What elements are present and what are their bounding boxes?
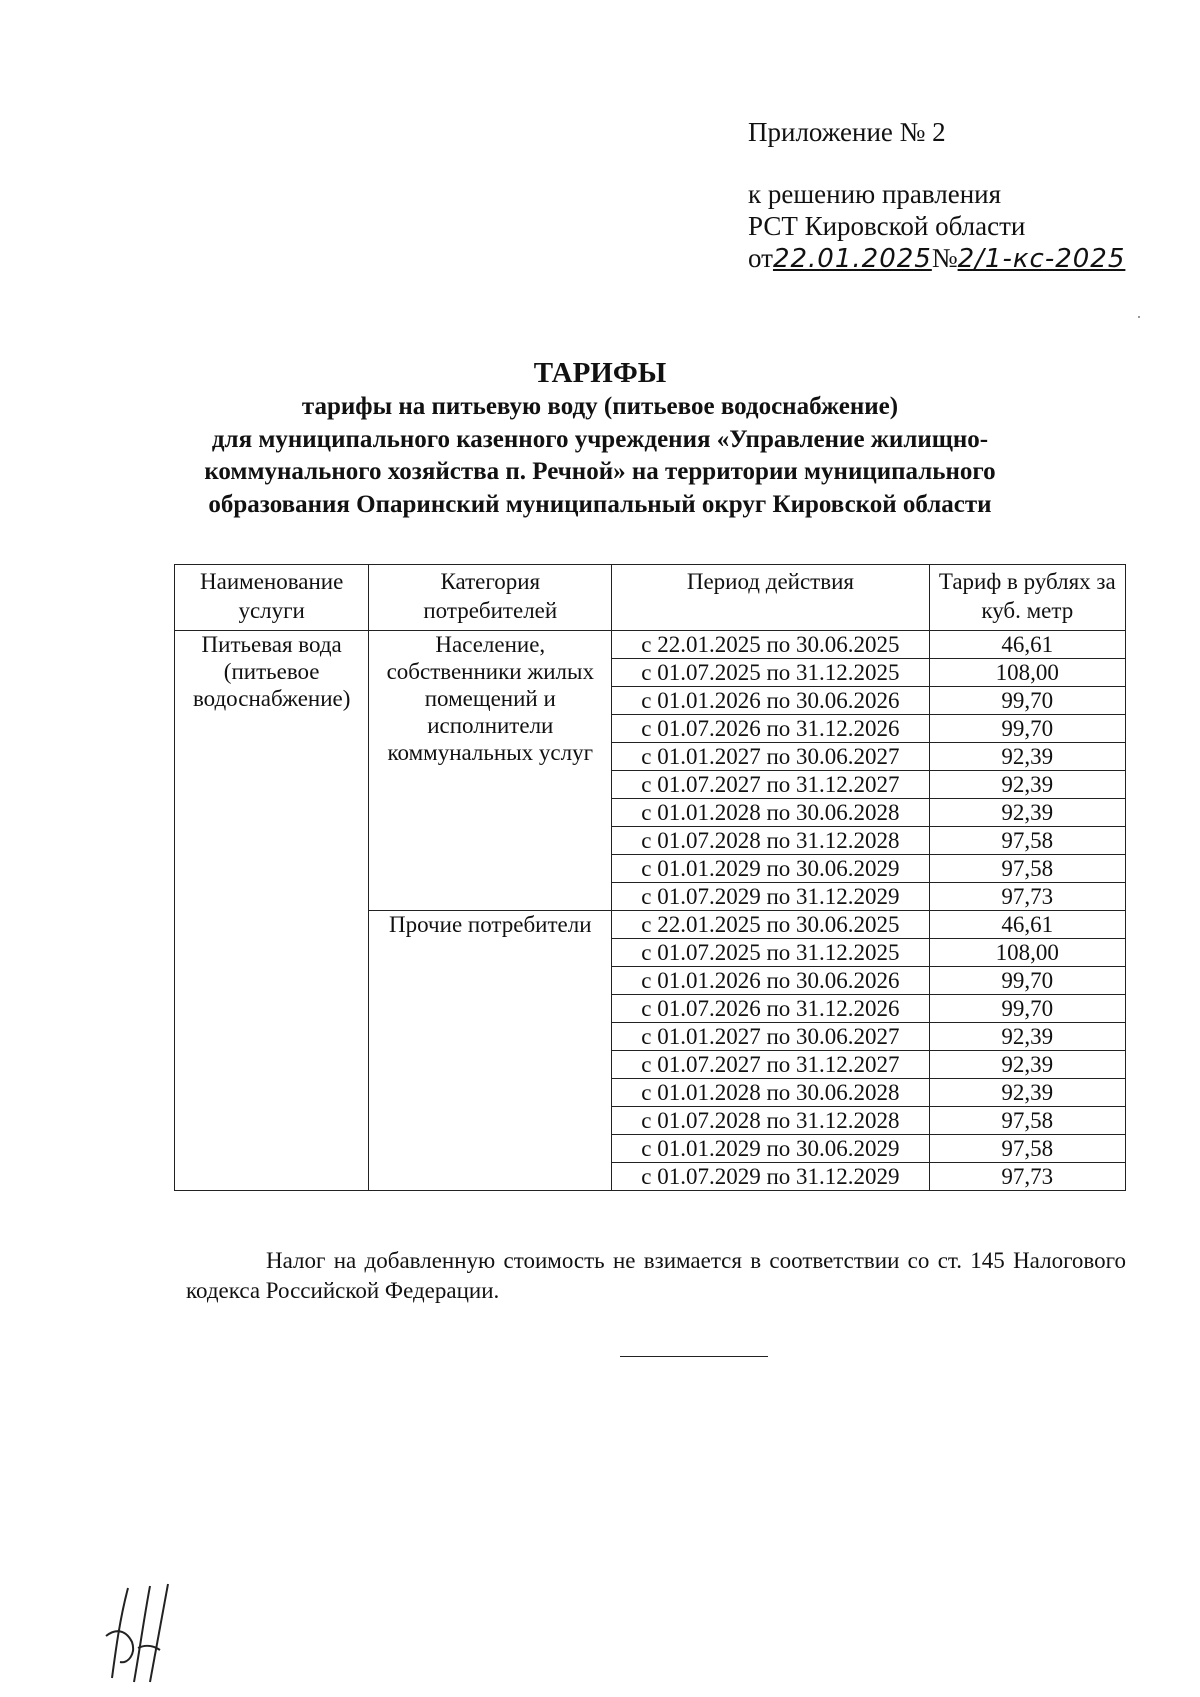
tariff-cell: 46,61 — [929, 911, 1125, 939]
period-cell: с 01.01.2028 по 30.06.2028 — [612, 1079, 929, 1107]
table-header-row — [175, 565, 1126, 631]
tariff-cell: 99,70 — [929, 967, 1125, 995]
tariff-cell: 97,58 — [929, 1107, 1125, 1135]
handwritten-signature — [98, 1578, 188, 1688]
header-service: Наименование услуги — [175, 565, 369, 631]
subtitle-line-4: образования Опаринский муниципальный округ Кировской области — [208, 490, 992, 518]
tariff-cell: 92,39 — [929, 1051, 1125, 1079]
handwritten-date: 22.01.2025 — [772, 244, 932, 274]
attachment-header — [748, 116, 1125, 275]
service-cell: Питьевая вода (питьевое водоснабжение) — [175, 631, 369, 1191]
period-cell: с 01.01.2029 по 30.06.2029 — [612, 855, 929, 883]
date-prefix: от — [748, 243, 773, 273]
authority-line: РСТ Кировской области — [748, 211, 1026, 241]
subtitle-line-1: тарифы на питьевую воду (питьевое водоснабжение) — [301, 393, 899, 420]
tariff-cell: 46,61 — [929, 631, 1125, 659]
period-cell: с 01.07.2029 по 31.12.2029 — [612, 883, 929, 911]
tariff-cell: 99,70 — [929, 995, 1125, 1023]
tariff-cell: 108,00 — [929, 939, 1125, 967]
period-cell: с 01.07.2025 по 31.12.2025 — [612, 939, 929, 967]
subtitle-line-3: коммунального хозяйства п. Речной» на территории муниципального — [204, 458, 996, 485]
tariff-cell: 97,73 — [929, 1163, 1125, 1191]
tariff-cell: 108,00 — [929, 659, 1125, 687]
category-cell: Прочие потребители — [369, 911, 612, 1191]
period-cell: с 01.07.2026 по 31.12.2026 — [612, 995, 929, 1023]
header-period: Период действия — [612, 565, 929, 631]
table-row — [175, 631, 1126, 659]
period-cell: с 01.07.2026 по 31.12.2026 — [612, 715, 929, 743]
tariff-cell: 97,58 — [929, 855, 1125, 883]
period-cell: с 01.01.2026 по 30.06.2026 — [612, 967, 929, 995]
period-cell: с 01.01.2027 по 30.06.2027 — [612, 743, 929, 771]
period-cell: с 01.01.2029 по 30.06.2029 — [612, 1135, 929, 1163]
period-cell: с 22.01.2025 по 30.06.2025 — [612, 631, 929, 659]
tariff-cell: 99,70 — [929, 687, 1125, 715]
decision-line: к решению правления — [748, 179, 1002, 209]
period-cell: с 22.01.2025 по 30.06.2025 — [612, 911, 929, 939]
tariff-cell: 99,70 — [929, 715, 1125, 743]
tariff-cell: 92,39 — [929, 1023, 1125, 1051]
number-prefix: № — [931, 243, 958, 273]
subtitle-line-2: для муниципального казенного учреждения «Управление жилищно- — [211, 425, 989, 453]
vat-note-text: Налог на добавленную стоимость не взимается в соответствии со ст. 145 Налогового кодекса Российской Федерации. — [186, 1248, 1126, 1303]
closing-rule — [620, 1356, 768, 1357]
period-cell: с 01.07.2025 по 31.12.2025 — [612, 659, 929, 687]
period-cell: с 01.07.2029 по 31.12.2029 — [612, 1163, 929, 1191]
category-cell: Население, собственники жилых помещений и исполнители коммунальных услуг — [369, 631, 612, 911]
tariff-cell: 92,39 — [929, 743, 1125, 771]
vat-note — [186, 1246, 1126, 1306]
period-cell: с 01.07.2028 по 31.12.2028 — [612, 1107, 929, 1135]
table-body — [175, 631, 1126, 1191]
tariff-cell: 92,39 — [929, 799, 1125, 827]
header-category: Категория потребителей — [369, 565, 612, 631]
tariff-cell: 92,39 — [929, 1079, 1125, 1107]
period-cell: с 01.01.2026 по 30.06.2026 — [612, 687, 929, 715]
handwritten-number: 2/1-кс-2025 — [957, 244, 1126, 274]
document-title: ТАРИФЫ — [533, 357, 667, 389]
tariff-cell: 97,58 — [929, 1135, 1125, 1163]
scan-speck — [1138, 316, 1140, 318]
decision-date-line — [748, 242, 1125, 275]
period-cell: с 01.01.2028 по 30.06.2028 — [612, 799, 929, 827]
tariff-cell: 97,58 — [929, 827, 1125, 855]
period-cell: с 01.07.2027 по 31.12.2027 — [612, 771, 929, 799]
attachment-number: Приложение № 2 — [748, 117, 946, 147]
period-cell: с 01.01.2027 по 30.06.2027 — [612, 1023, 929, 1051]
period-cell: с 01.07.2027 по 31.12.2027 — [612, 1051, 929, 1079]
tariff-cell: 97,73 — [929, 883, 1125, 911]
period-cell: с 01.07.2028 по 31.12.2028 — [612, 827, 929, 855]
title-block — [175, 355, 1025, 521]
tariff-cell: 92,39 — [929, 771, 1125, 799]
header-tariff: Тариф в рублях за куб. метр — [929, 565, 1125, 631]
tariff-table — [174, 564, 1126, 1191]
